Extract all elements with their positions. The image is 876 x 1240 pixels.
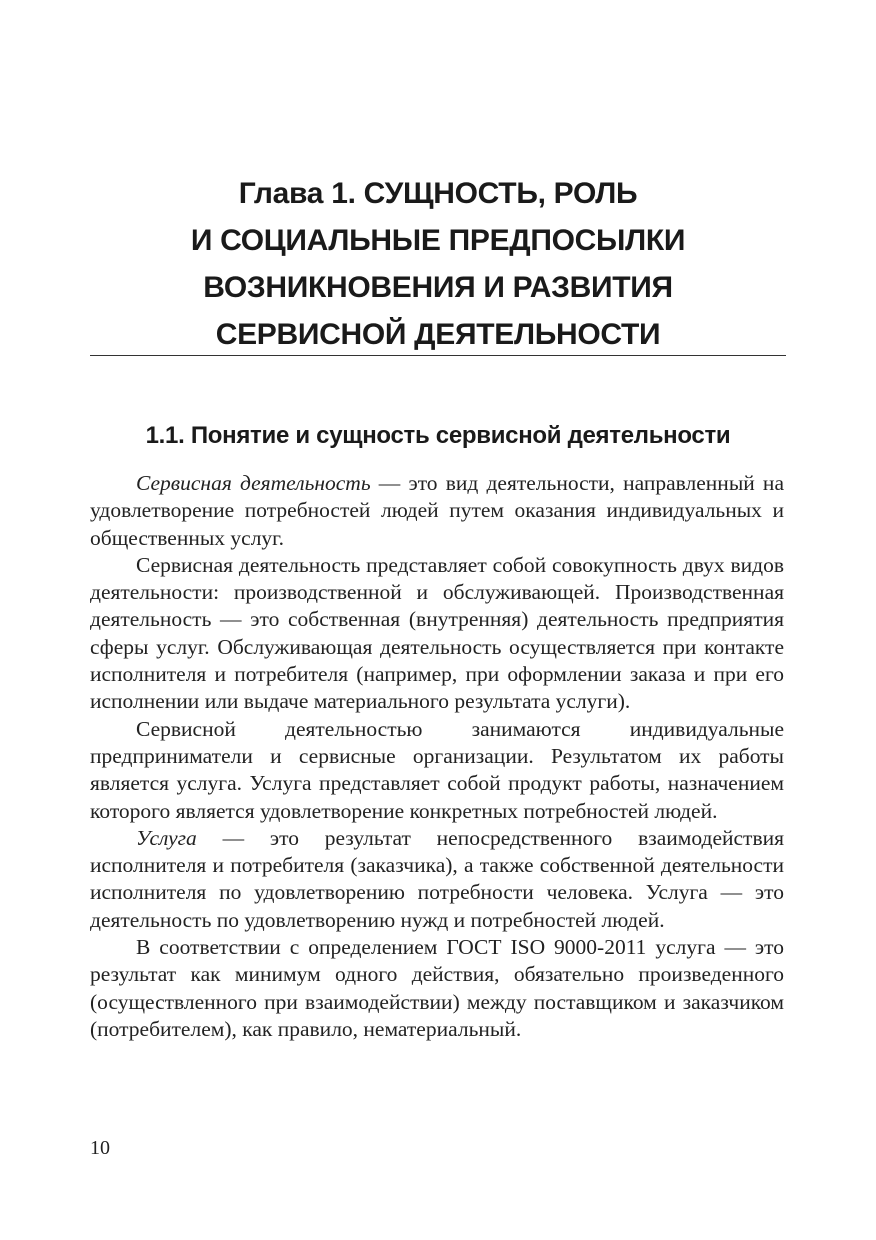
defined-term: Услуга (136, 825, 197, 850)
paragraph-text: Сервисная деятельность представляет собой совокупность двух видов деятельности: производственной и обслуживающей. Производственная деятельность — это собственная (внутренняя) деятельность предприятия сферы услуг. Обслуживающая деятельность осуществляется при контакте исполнителя и потребителя (например, при оформлении заказа и при его исполнении или выдаче материального результата услуги). (90, 552, 784, 714)
chapter-title-line: И СОЦИАЛЬНЫЕ ПРЕДПОСЫЛКИ (190, 224, 686, 257)
chapter-divider (90, 355, 786, 356)
paragraph (90, 470, 784, 552)
paragraph (90, 552, 784, 716)
chapter-title-line: Глава 1. СУЩНОСТЬ, РОЛЬ (238, 177, 638, 210)
paragraph (90, 934, 784, 1043)
paragraph (90, 716, 784, 825)
chapter-title-line: СЕРВИСНОЙ ДЕЯТЕЛЬНОСТИ (215, 318, 661, 351)
chapter-title-line: ВОЗНИКНОВЕНИЯ И РАЗВИТИЯ (203, 271, 673, 304)
body-text (90, 470, 784, 1043)
paragraph-text: В соответствии с определением ГОСТ ISO 9000-2011 услуга — это результат как минимум одного действия, обязательно произведенного (осуществленного при взаимодействии) между поставщиком и заказчиком (потребителем), как правило, нематериальный. (90, 935, 784, 1041)
page-number: 10 (90, 1137, 110, 1159)
paragraph (90, 825, 784, 934)
chapter-title (90, 170, 786, 358)
paragraph-text: — это результат непосредственного взаимодействия исполнителя и потребителя (заказчика), а также собственной деятельности исполнителя по удовлетворению потребности человека. Услуга — это деятельность по удовлетворению нужд и потребностей людей. (90, 825, 784, 932)
paragraph-text: — это вид деятельности, направленный на удовлетворение потребностей людей путем оказания индивидуальных и общественных услуг. (90, 471, 784, 550)
section-title: 1.1. Понятие и сущность сервисной деятельности (145, 422, 731, 449)
defined-term: Сервисная деятельность (136, 471, 371, 495)
paragraph-text: Сервисной деятельностью занимаются индивидуальные предприниматели и сервисные организации. Результатом их работы является услуга. Услуга представляет собой продукт работы, назначением которого является удовлетворение конкретных потребностей людей. (90, 716, 784, 823)
